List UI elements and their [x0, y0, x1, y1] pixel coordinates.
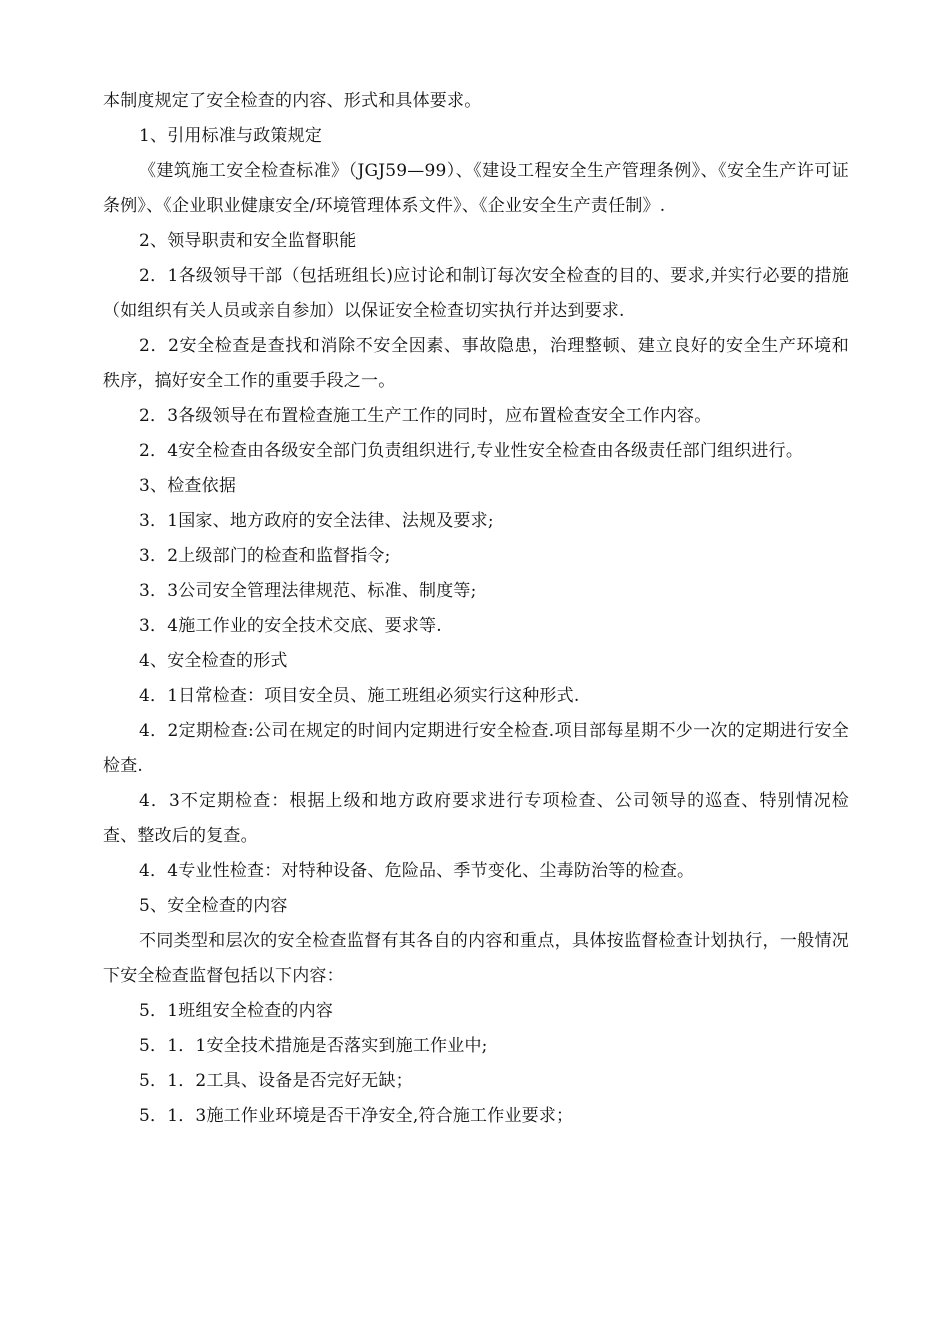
clause-4-3: 4．3不定期检查：根据上级和地方政府要求进行专项检查、公司领导的巡查、特别情况检查、整改后的复查。 — [103, 791, 849, 846]
section-heading-3: 3、检查依据 — [139, 476, 237, 496]
intro-paragraph: 本制度规定了安全检查的内容、形式和具体要求。 — [103, 91, 482, 111]
clause-2-4: 2．4安全检查由各级安全部门负责组织进行,专业性安全检查由各级责任部门组织进行。 — [139, 441, 804, 461]
clause-4-2: 4．2定期检查:公司在规定的时间内定期进行安全检查.项目部每星期不少一次的定期进行安全检查. — [103, 721, 849, 776]
clause-3-4: 3．4施工作业的安全技术交底、要求等. — [139, 616, 442, 636]
clause-4-4: 4．4专业性检查：对特种设备、危险品、季节变化、尘毒防治等的检查。 — [139, 861, 695, 881]
clause-5-1: 5．1班组安全检查的内容 — [139, 1001, 334, 1021]
clause-5-1-2: 5．1．2工具、设备是否完好无缺； — [139, 1071, 413, 1091]
clause-2-2: 2．2安全检查是查找和消除不安全因素、事故隐患，治理整顿、建立良好的安全生产环境和秩序，搞好安全工作的重要手段之一。 — [103, 336, 849, 391]
clause-3-3: 3．3公司安全管理法律规范、标准、制度等; — [139, 581, 477, 601]
clause-5-1-1: 5．1．1安全技术措施是否落实到施工作业中; — [139, 1036, 488, 1056]
clause-3-2: 3．2上级部门的检查和监督指令; — [139, 546, 391, 566]
section-5-intro: 不同类型和层次的安全检查监督有其各自的内容和重点，具体按监督检查计划执行，一般情况下安全检查监督包括以下内容： — [103, 931, 849, 986]
clause-5-1-3: 5．1．3施工作业环境是否干净安全,符合施工作业要求； — [139, 1106, 574, 1126]
document-page — [103, 84, 849, 1134]
clause-4-1: 4．1日常检查：项目安全员、施工班组必须实行这种形式. — [139, 686, 580, 706]
section-heading-1: 1、引用标准与政策规定 — [139, 126, 323, 146]
standards-list-paragraph: 《建筑施工安全检查标准》（JGJ59—99）、《建设工程安全生产管理条例》、《安全生产许可证条例》、《企业职业健康安全/环境管理体系文件》、《企业安全生产责任制》. — [103, 161, 849, 216]
clause-2-3: 2．3各级领导在布置检查施工生产工作的同时，应布置检查安全工作内容。 — [139, 406, 712, 426]
section-heading-2: 2、领导职责和安全监督职能 — [139, 231, 357, 251]
section-heading-4: 4、安全检查的形式 — [139, 651, 288, 671]
clause-2-1: 2．1各级领导干部（包括班组长)应讨论和制订每次安全检查的目的、要求,并实行必要的措施（如组织有关人员或亲自参加）以保证安全检查切实执行并达到要求. — [103, 266, 849, 321]
section-heading-5: 5、安全检查的内容 — [139, 896, 288, 916]
clause-3-1: 3．1国家、地方政府的安全法律、法规及要求; — [139, 511, 494, 531]
